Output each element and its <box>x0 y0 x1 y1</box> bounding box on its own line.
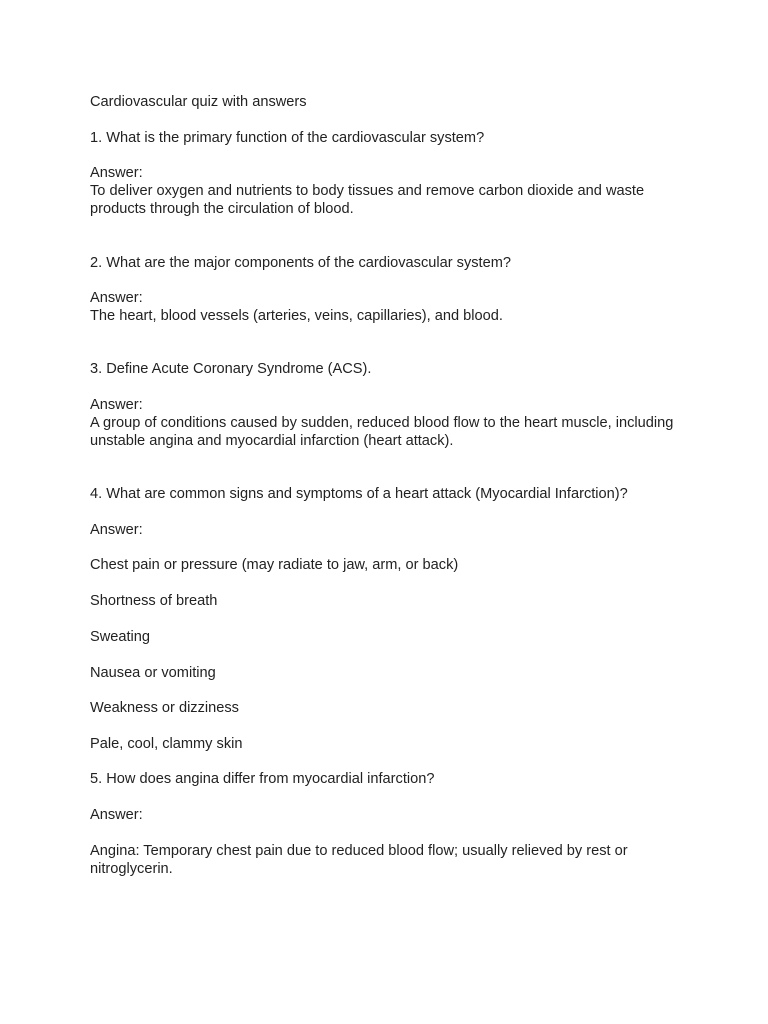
answer-text-3: A group of conditions caused by sudden, reduced blood flow to the heart muscle, including unstable angina and myocardial infarction (heart attack). <box>90 415 674 449</box>
list-item: Chest pain or pressure (may radiate to jaw, arm, or back) <box>90 557 459 573</box>
question-3: 3. Define Acute Coronary Syndrome (ACS). <box>90 361 372 377</box>
list-item: Pale, cool, clammy skin <box>90 736 243 752</box>
answer-label-3: Answer: <box>90 397 143 413</box>
answer-label-5: Answer: <box>90 807 143 823</box>
question-5: 5. How does angina differ from myocardial infarction? <box>90 771 435 787</box>
list-item: Nausea or vomiting <box>90 665 216 681</box>
answer-label-1: Answer: <box>90 165 143 181</box>
question-1: 1. What is the primary function of the cardiovascular system? <box>90 130 485 146</box>
answer-text-1: To deliver oxygen and nutrients to body tissues and remove carbon dioxide and waste products through the circulation of blood. <box>90 183 645 217</box>
list-item: Sweating <box>90 629 151 645</box>
list-item: Shortness of breath <box>90 593 218 609</box>
question-4: 4. What are common signs and symptoms of a heart attack (Myocardial Infarction)? <box>90 486 628 502</box>
answer-label-2: Answer: <box>90 290 143 306</box>
list-item: Weakness or dizziness <box>90 700 239 716</box>
answer-text-2: The heart, blood vessels (arteries, veins, capillaries), and blood. <box>90 308 503 324</box>
answer-label-4: Answer: <box>90 522 143 538</box>
document-title: Cardiovascular quiz with answers <box>90 94 307 110</box>
answer-text-5: Angina: Temporary chest pain due to reduced blood flow; usually relieved by rest or nitroglycerin. <box>90 843 628 877</box>
question-2: 2. What are the major components of the cardiovascular system? <box>90 255 511 271</box>
